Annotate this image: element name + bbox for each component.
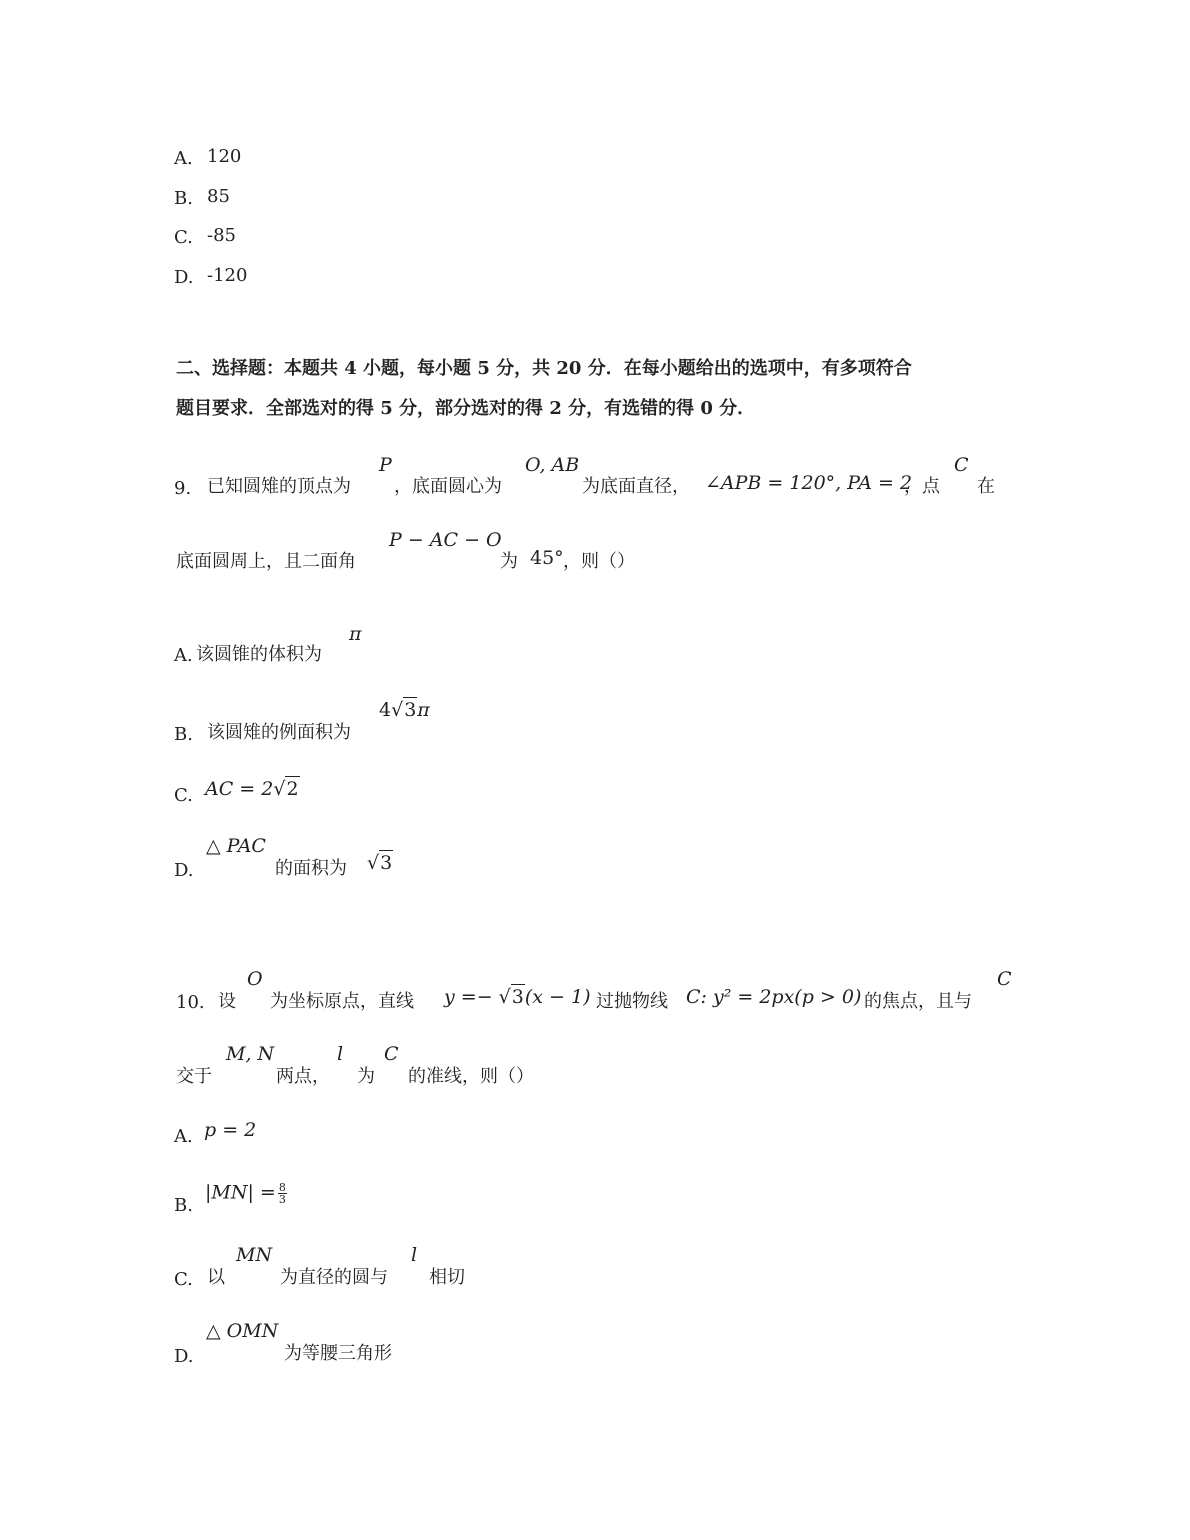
- q10-text-6: 两点，: [276, 1066, 330, 1087]
- q10-math-line-radicand: 3: [511, 986, 524, 1008]
- sqrt-symbol: √3: [498, 986, 524, 1008]
- q10-math-c2: C: [384, 1043, 399, 1065]
- q10-math-line-b: (x − 1): [524, 986, 591, 1008]
- q9-option-d-letter: D.: [174, 860, 194, 881]
- q8-option-a-letter: A.: [174, 148, 193, 169]
- q10-option-d-letter: D.: [174, 1346, 194, 1367]
- q10-text-2: 为坐标原点，直线: [270, 991, 414, 1012]
- q9-math-c: C: [954, 454, 969, 476]
- q10-option-b-letter: B.: [174, 1195, 193, 1216]
- q10-text-3: 过抛物线: [596, 991, 668, 1012]
- section2-heading-line1: 二、选择题：本题共 4 小题，每小题 5 分，共 20 分．在每小题给出的选项中，有多项符合: [176, 358, 912, 379]
- q10-option-b-math: [205, 1182, 287, 1205]
- q9-option-a-letter: A.: [174, 645, 193, 666]
- q9-option-d-radicand: 3: [380, 852, 393, 874]
- q9-option-b-letter: B.: [174, 724, 193, 745]
- q10-math-line-a: y =−: [444, 986, 499, 1008]
- q10-text-7: 为: [357, 1066, 375, 1087]
- section2-heading-line2: 题目要求．全部选对的得 5 分，部分选对的得 2 分，有选错的得 0 分．: [176, 398, 756, 419]
- q9-number: 9.: [174, 478, 192, 499]
- q10-option-c-math-l: l: [411, 1244, 418, 1266]
- q8-option-b-letter: B.: [174, 188, 193, 209]
- sqrt-symbol: √2: [273, 778, 299, 800]
- q8-option-d-letter: D.: [174, 267, 194, 288]
- q9-option-a-math: π: [349, 623, 362, 645]
- sqrt-symbol: √3: [367, 852, 393, 874]
- q9-text-2: ，底面圆心为: [394, 476, 502, 497]
- q9-text-4: ，点: [904, 476, 940, 497]
- q10-text-8: 的准线，则（）: [408, 1066, 534, 1087]
- q10-option-c-text-1: 以: [207, 1267, 225, 1288]
- q9-math-oab: O, AB: [525, 454, 580, 476]
- q9-option-d-value: [367, 854, 393, 873]
- sqrt-symbol: √3: [391, 699, 417, 721]
- q9-option-a-text: 该圆锥的体积为: [196, 644, 322, 665]
- q9-option-c-radicand: 2: [286, 778, 299, 800]
- q9-text-6: 底面圆周上，且二面角: [176, 551, 356, 572]
- q10-math-mn: M, N: [226, 1043, 275, 1065]
- q8-option-b-value: 85: [207, 186, 230, 207]
- q9-option-d-text: 的面积为: [275, 858, 347, 879]
- q10-option-a-letter: A.: [174, 1126, 193, 1147]
- q8-option-d-value: -120: [207, 265, 248, 286]
- q9-math-dihedral: P − AC − O: [389, 529, 502, 551]
- fraction-numerator: 8: [278, 1181, 286, 1194]
- q9-option-b-coef: 4: [379, 699, 392, 721]
- q9-option-c-lhs: AC = 2: [205, 778, 274, 800]
- q10-option-c-text-3: 相切: [429, 1267, 465, 1288]
- q10-option-c-letter: C.: [174, 1269, 193, 1290]
- q9-option-b-text: 该圆雉的例面积为: [207, 722, 351, 743]
- q9-math-45: 45°: [530, 547, 564, 569]
- q10-option-d-text: 为等腰三角形: [284, 1343, 392, 1364]
- q9-text-7: 为: [500, 551, 518, 572]
- q10-text-1: 设: [218, 991, 236, 1012]
- q9-text-1: 已知圆雉的顶点为: [207, 476, 351, 497]
- q8-option-a-value: 120: [207, 146, 242, 167]
- q10-math-o: O: [247, 968, 263, 990]
- q10-text-4: 的焦点，且与: [864, 991, 972, 1012]
- q8-option-c-value: -85: [207, 225, 236, 246]
- q9-option-b-math: [379, 701, 430, 720]
- q8-option-c-letter: C.: [174, 227, 193, 248]
- q10-math-l: l: [337, 1043, 344, 1065]
- q9-option-c-letter: C.: [174, 785, 193, 806]
- fraction: [278, 1182, 287, 1205]
- q10-math-line: [444, 988, 591, 1007]
- q9-text-8: ，则（）: [563, 551, 635, 572]
- fraction-denominator: 3: [278, 1193, 286, 1206]
- q10-option-c-math-mn: MN: [236, 1244, 273, 1266]
- q9-math-angle: ∠APB = 120°, PA = 2: [705, 472, 913, 494]
- q10-option-d-math: △ OMN: [206, 1320, 279, 1342]
- q10-number: 10.: [176, 992, 205, 1013]
- q10-math-parabola: C: y² = 2px(p > 0): [686, 986, 862, 1008]
- q9-text-3: 为底面直径，: [582, 476, 690, 497]
- q10-math-c: C: [997, 968, 1012, 990]
- q9-text-5: 在: [977, 476, 995, 497]
- q9-option-d-math: △ PAC: [206, 835, 266, 857]
- q9-option-c-math: [205, 780, 300, 799]
- q10-option-b-lhs: |MN| =: [205, 1181, 276, 1204]
- q9-option-b-radicand: 3: [404, 699, 417, 721]
- q9-option-b-pi: π: [417, 699, 430, 721]
- q10-text-5: 交于: [176, 1066, 212, 1087]
- q9-math-p: P: [379, 454, 392, 476]
- q10-option-a-math: p = 2: [204, 1119, 257, 1141]
- q10-option-c-text-2: 为直径的圆与: [280, 1267, 388, 1288]
